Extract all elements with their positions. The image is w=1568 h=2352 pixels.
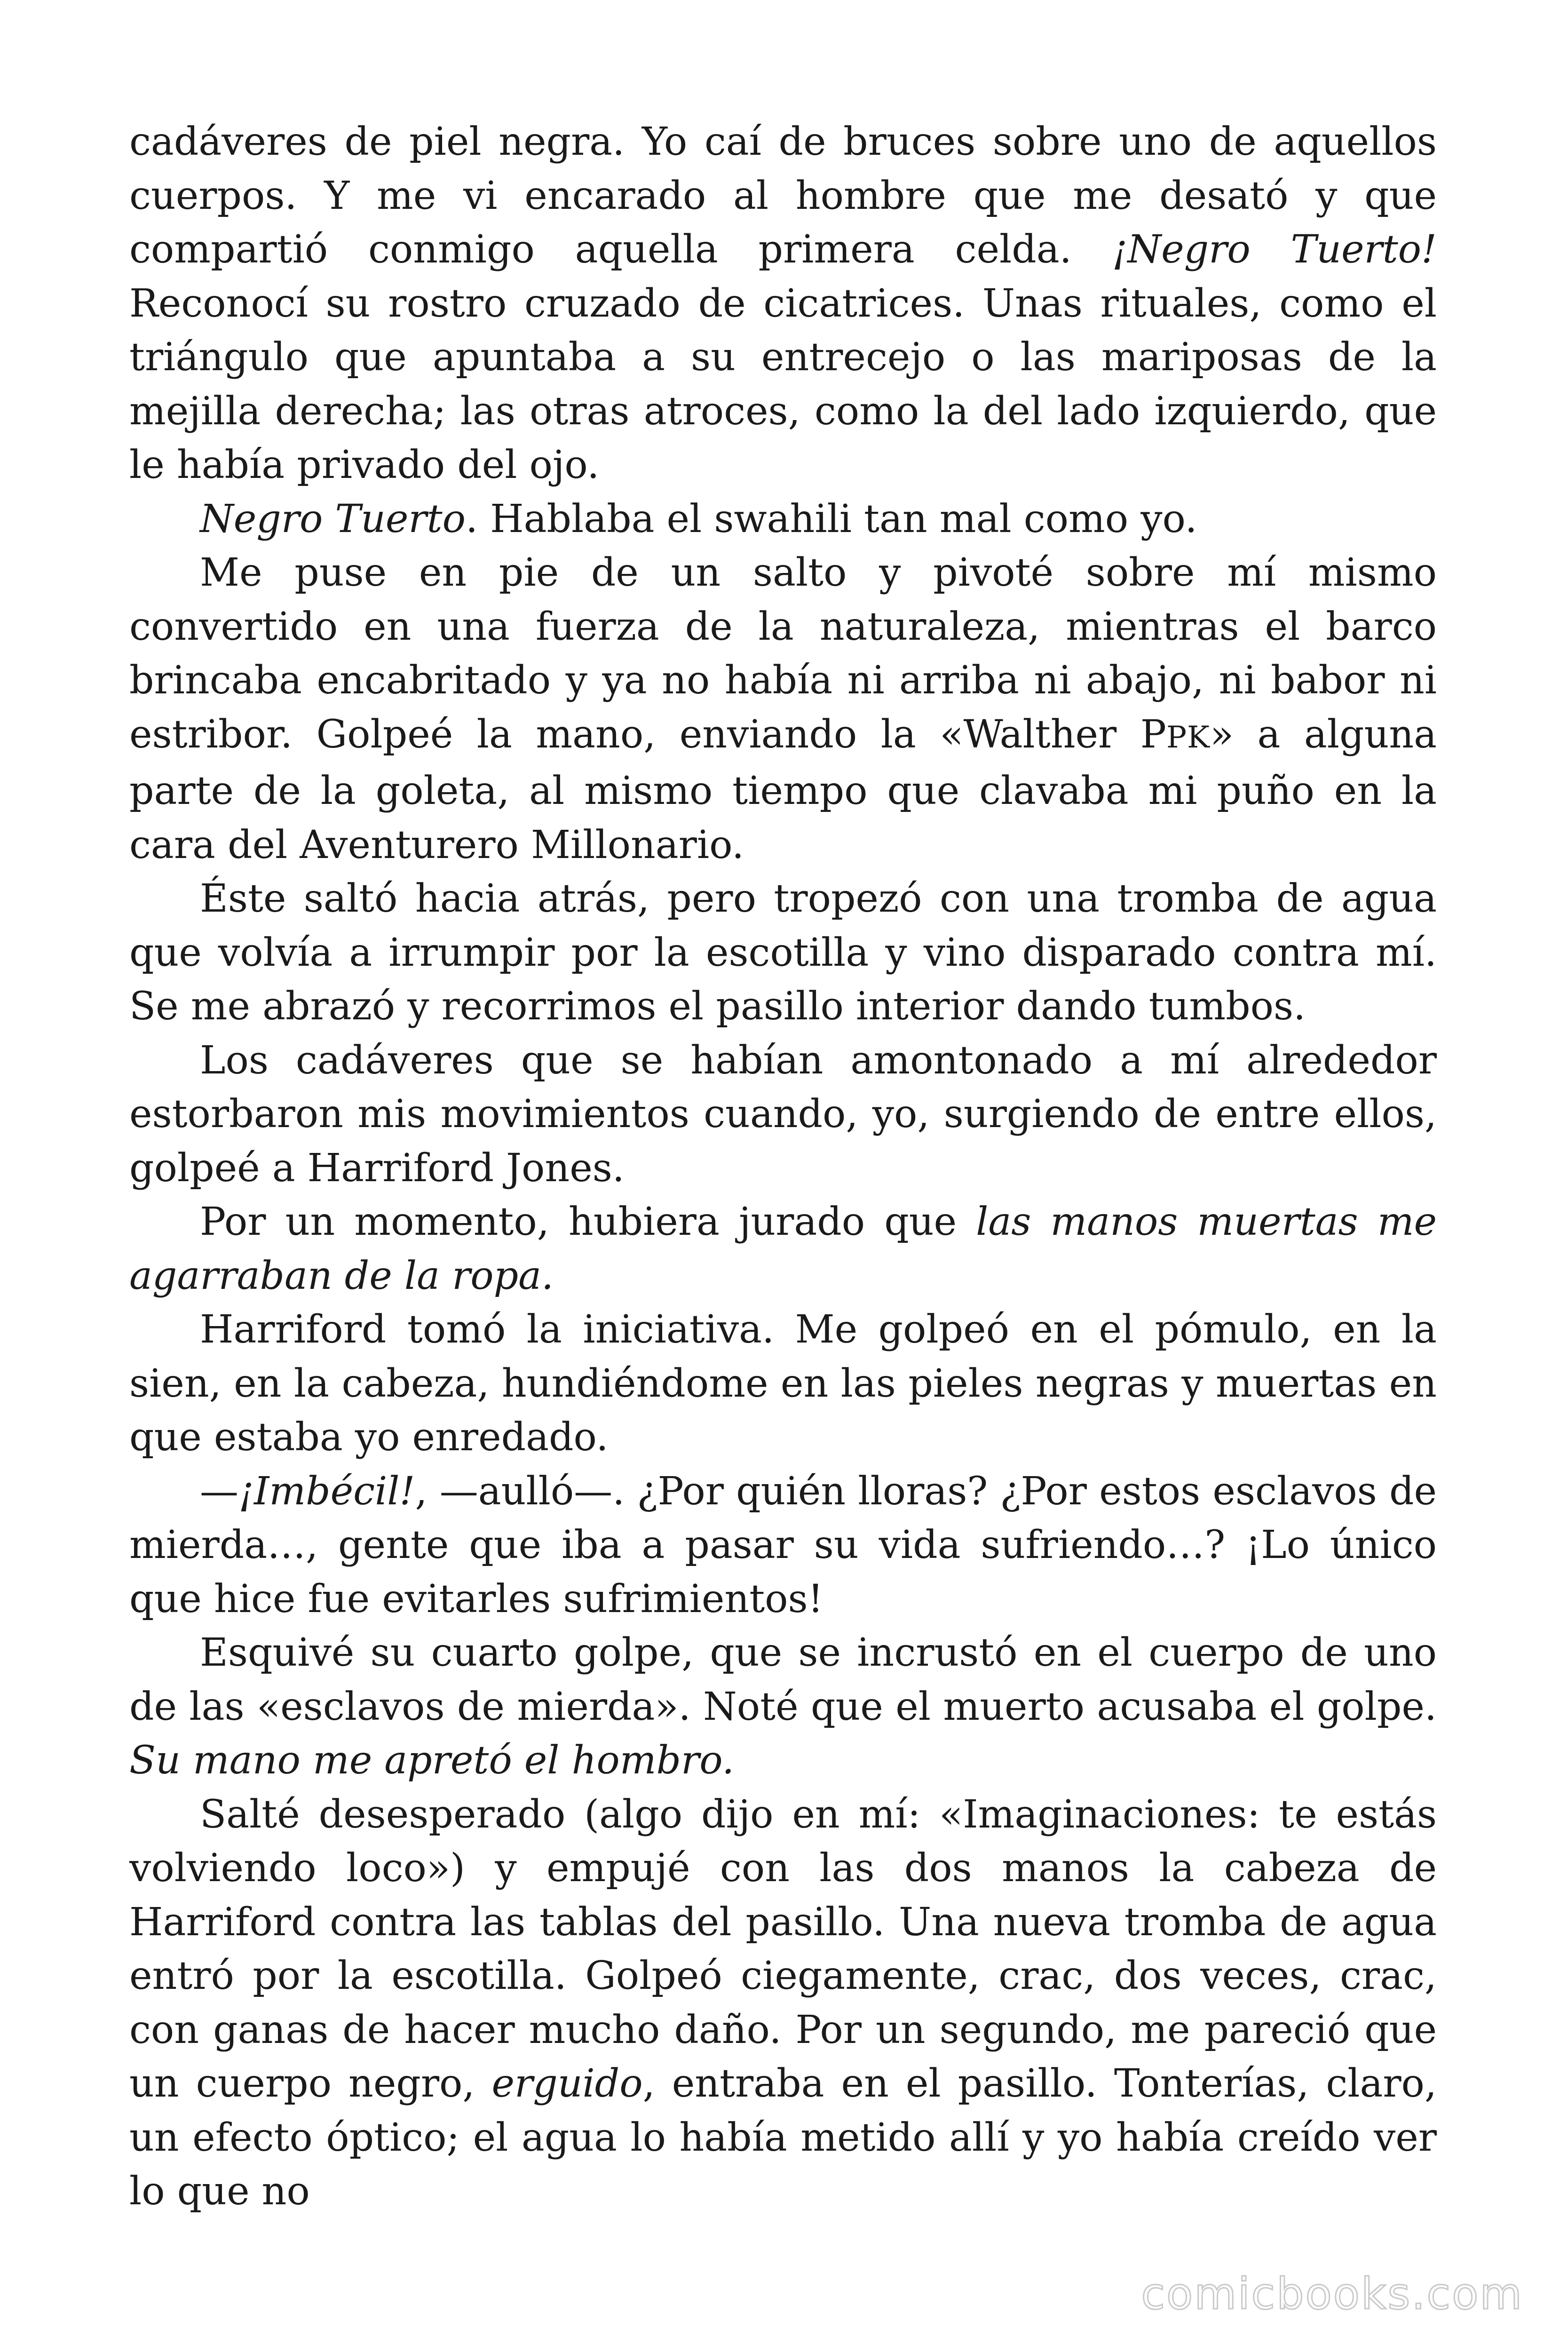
paragraph-8: —¡Imbécil!, —aulló—. ¿Por quién lloras? ¿Por estos esclavos de mierda…, gente que iba a pasar su vida sufriendo…? ¡Lo único que hice fue evitarles sufrimientos! [129,1469,1437,1621]
paragraph-10: Salté desesperado (algo dijo en mí: «Imaginaciones: te estás volviendo loco») y empujé con las dos manos la cabeza de Harriford contra las tablas del pasillo. Una nueva tromba de agua entró por la escotilla. Golpeó ciegamente, crac, dos veces, crac, con ganas de hacer mucho daño. Por un segundo, me pareció que un cuerpo negro, erguido, entraba en el pasillo. Tonterías, claro, un efecto óptico; el agua lo había metido allí y yo había creído ver lo que no [129,1792,1437,2214]
watermark: comicbooks.com [1141,2269,1523,2319]
paragraph-7: Harriford tomó la iniciativa. Me golpeó en el pómulo, en la sien, en la cabeza, hundiéndome en las pieles negras y muertas en que estaba yo enredado. [129,1307,1437,1460]
paragraph-9: Esquivé su cuarto golpe, que se incrustó en el cuerpo de uno de las «esclavos de mierda». Noté que el muerto acusaba el golpe. Su mano me apretó el hombro. [129,1630,1437,1783]
paragraph-6: Por un momento, hubiera jurado que las manos muertas me agarraban de la ropa. [129,1200,1437,1298]
paragraph-2: Negro Tuerto. Hablaba el swahili tan mal como yo. [200,496,1197,541]
page-text [129,115,1437,2219]
paragraph-1: cadáveres de piel negra. Yo caí de bruces sobre uno de aquellos cuerpos. Y me vi encarado al hombre que me desató y que compartió conmigo aquella primera celda. ¡Negro Tuerto! Reconocí su rostro cruzado de cicatrices. Unas rituales, como el triángulo que apuntaba a su entrecejo o las mariposas de la mejilla derecha; las otras atroces, como la del lado izquierdo, que le había privado del ojo. [129,119,1437,487]
paragraph-4: Éste saltó hacia atrás, pero tropezó con una tromba de agua que volvía a irrumpir por la escotilla y vino disparado contra mí. Se me abrazó y recorrimos el pasillo interior dando tumbos. [129,876,1437,1029]
paragraph-3: Me puse en pie de un salto y pivoté sobre mí mismo convertido en una fuerza de la naturaleza, mientras el barco brincaba encabritado y ya no había ni arriba ni abajo, ni babor ni estribor. Golpeé la mano, enviando la «Walther PPK» a alguna parte de la goleta, al mismo tiempo que clavaba mi puño en la cara del Aventurero Millonario. [129,550,1437,867]
paragraph-5: Los cadáveres que se habían amontonado a mí alrededor estorbaron mis movimientos cuando, yo, surgiendo de entre ellos, golpeé a Harriford Jones. [129,1038,1437,1191]
